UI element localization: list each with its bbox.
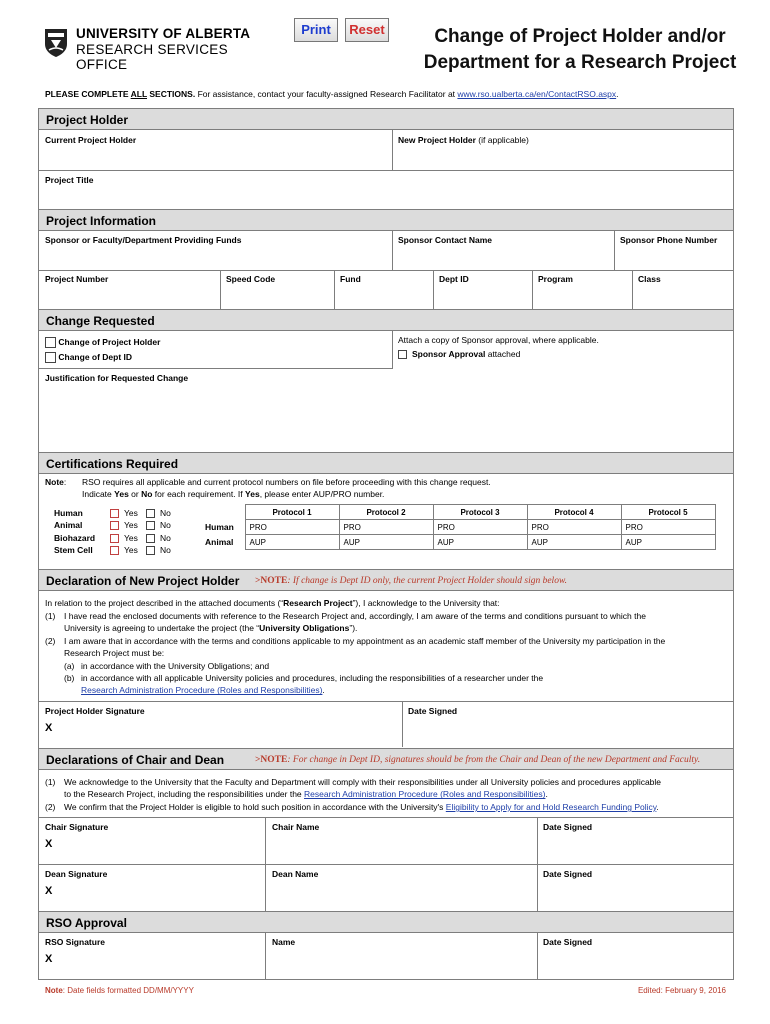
attached-label: attached xyxy=(485,349,521,359)
yes-label: Yes xyxy=(124,533,138,543)
yes-label: Yes xyxy=(124,545,138,555)
sponsor-field[interactable] xyxy=(45,246,390,268)
change-holder-option[interactable] xyxy=(45,337,160,348)
title-line-2: Department for a Research Project xyxy=(423,52,737,73)
chair-item2-line xyxy=(64,801,659,813)
human-yes-checkbox[interactable] xyxy=(110,509,119,518)
protocol-table xyxy=(201,504,716,550)
project-title-label: Project Title xyxy=(45,175,94,185)
no-label: No xyxy=(160,545,171,555)
intro-bold: Research Project xyxy=(283,598,353,608)
holder-date-field[interactable] xyxy=(408,718,732,744)
project-title-field[interactable] xyxy=(45,186,732,208)
fund-label: Fund xyxy=(340,274,361,284)
reset-button[interactable]: Reset xyxy=(345,18,389,42)
cert-note-part-d: , please enter AUP/PRO number. xyxy=(259,489,385,499)
declaration-new-heading: Declaration of New Project Holder xyxy=(46,574,240,588)
no-label: No xyxy=(160,520,171,530)
protocol-corner xyxy=(201,505,245,520)
contact-rso-link[interactable]: www.rso.ualberta.ca/en/ContactRSO.aspx xyxy=(457,89,617,99)
new-holder-label xyxy=(398,135,529,145)
section-project-holder: Project Holder xyxy=(38,108,734,130)
project-number-label: Project Number xyxy=(45,274,109,284)
animal-yes-checkbox[interactable] xyxy=(110,521,119,530)
new-holder-hint: (if applicable) xyxy=(475,135,529,145)
fund-field[interactable] xyxy=(340,285,431,307)
change-holder-checkbox[interactable] xyxy=(45,337,56,348)
item2-line2: Research Project must be: xyxy=(64,648,165,659)
new-holder-label-text: New Project Holder xyxy=(398,135,476,145)
chair-date-field[interactable] xyxy=(543,834,732,862)
footer-edited-date: Edited: February 9, 2016 xyxy=(637,986,726,995)
item-number: (1) xyxy=(45,611,56,621)
sponsor-label: Sponsor or Faculty/Department Providing Funds xyxy=(45,235,242,245)
sponsor-phone-field[interactable] xyxy=(620,246,732,268)
intro-a: In relation to the project described in the attached documents (“ xyxy=(45,598,284,608)
dean-date-label: Date Signed xyxy=(543,869,593,879)
protocol-col-3: Protocol 3 xyxy=(433,505,527,520)
pro-field-3[interactable]: PRO xyxy=(433,520,527,535)
speed-code-field[interactable] xyxy=(226,285,332,307)
requirement-name: Stem Cell xyxy=(54,545,93,555)
change-dept-checkbox[interactable] xyxy=(45,352,56,363)
row-label-human: Human xyxy=(205,522,234,532)
chair-signature-x: X xyxy=(45,838,53,850)
chair-item1-line1: We acknowledge to the University that the Faculty and Department will comply with their responsibilities under all University policies and procedures applicable xyxy=(64,777,662,787)
note-key: NOTE xyxy=(260,755,288,765)
current-holder-field[interactable] xyxy=(45,146,390,169)
chair-signature-field[interactable] xyxy=(58,834,262,862)
item-number: (2) xyxy=(45,636,56,646)
cert-note-key: Note xyxy=(45,477,64,487)
new-holder-field[interactable] xyxy=(398,146,732,169)
item1-line2-c: ”). xyxy=(349,623,358,634)
note-key: NOTE xyxy=(260,576,288,586)
aup-field-5[interactable]: AUP xyxy=(621,535,715,550)
chair-item1-end: . xyxy=(545,789,548,800)
sub-number: (b) xyxy=(64,673,75,683)
row-label-animal: Animal xyxy=(205,537,234,547)
requirement-stem-cell xyxy=(54,545,194,557)
instructions-text: For assistance, contact your faculty-assigned Research Facilitator at xyxy=(195,89,458,99)
dean-signature-field[interactable] xyxy=(58,881,262,909)
aup-field-2[interactable]: AUP xyxy=(339,535,433,550)
chair-name-label: Chair Name xyxy=(272,822,320,832)
cert-note-part-a: Indicate xyxy=(82,489,115,499)
pro-field-2[interactable]: PRO xyxy=(339,520,433,535)
item2-line1: I am aware that in accordance with the terms and conditions applicable to my appointment as an academic staff member of the University my participation in the xyxy=(64,636,666,646)
declaration-new-sub-b xyxy=(64,672,724,698)
sponsor-approval-option[interactable] xyxy=(398,349,520,359)
chair-date-label: Date Signed xyxy=(543,822,593,832)
cert-note-label xyxy=(45,477,66,487)
requirement-name: Biohazard xyxy=(54,533,96,543)
instructions-end: . xyxy=(616,89,619,99)
yes-label: Yes xyxy=(124,520,138,530)
declaration-new-item-2 xyxy=(45,635,735,661)
org-name-line1: UNIVERSITY OF ALBERTA xyxy=(76,26,251,41)
sponsor-contact-label: Sponsor Contact Name xyxy=(398,235,492,245)
chair-item1-text: to the Research Project, including the responsibilities under the xyxy=(64,789,305,800)
rso-signature-x: X xyxy=(45,953,53,965)
requirement-human xyxy=(54,508,194,520)
item1-line2 xyxy=(64,622,357,634)
protocol-header-row xyxy=(201,505,715,520)
declaration-new-note xyxy=(255,576,567,586)
footer-note-key: Note xyxy=(45,986,63,995)
chair-item2-end: . xyxy=(656,802,659,812)
dept-id-field[interactable] xyxy=(439,285,530,307)
protocol-row-animal xyxy=(201,535,715,550)
change-dept-label: Change of Dept ID xyxy=(58,352,133,362)
section-certifications: Certifications Required xyxy=(38,452,734,474)
declaration-chair-note xyxy=(255,755,700,765)
project-number-field[interactable] xyxy=(45,285,217,307)
roles-responsibilities-link-2[interactable]: Research Administration Procedure (Roles and Responsibilities) xyxy=(304,789,546,800)
requirement-biohazard xyxy=(54,533,194,545)
holder-signature-field[interactable] xyxy=(58,718,398,744)
item1-line1: I have read the enclosed documents with reference to the Research Project and, accordingly, I am aware of the terms and conditions pursuant to which the xyxy=(64,611,646,621)
rso-date-label: Date Signed xyxy=(543,937,593,947)
rso-signature-field[interactable] xyxy=(58,949,262,977)
cert-note-yes-2: Yes xyxy=(245,489,260,499)
section-change-requested: Change Requested xyxy=(38,309,734,331)
intro-c: ”), I acknowledge to the University that: xyxy=(352,598,500,608)
sub-a-text: in accordance with the University Obligations; and xyxy=(81,661,270,671)
requirement-animal xyxy=(54,520,194,532)
cert-note-line1: RSO requires all applicable and current protocol numbers on file before proceeding with this change request. xyxy=(82,477,491,487)
justification-field[interactable] xyxy=(45,384,732,450)
rso-signature-label: RSO Signature xyxy=(45,937,105,947)
animal-no-option[interactable] xyxy=(146,520,171,530)
protocol-col-1: Protocol 1 xyxy=(245,505,339,520)
instructions xyxy=(45,89,735,99)
speed-code-label: Speed Code xyxy=(226,274,276,284)
declaration-chair-heading: Declarations of Chair and Dean xyxy=(46,753,225,767)
item1-bold: University Obligations xyxy=(259,623,350,634)
class-label: Class xyxy=(638,274,661,284)
holder-signature-x: X xyxy=(45,722,53,734)
protocol-col-5: Protocol 5 xyxy=(621,505,715,520)
cert-note-yes: Yes xyxy=(114,489,129,499)
cert-note-colon: : xyxy=(63,477,67,487)
declaration-new-intro xyxy=(45,597,735,609)
chair-item2-text: We confirm that the Project Holder is eligible to hold such position in accordance with the University's xyxy=(64,802,446,812)
cert-note-part-b: or xyxy=(128,489,142,499)
program-label: Program xyxy=(538,274,573,284)
chair-name-field[interactable] xyxy=(272,834,534,862)
rso-date-field[interactable] xyxy=(543,949,732,977)
dean-signature-x: X xyxy=(45,885,53,897)
item-number: (2) xyxy=(45,802,56,812)
aup-field-1[interactable]: AUP xyxy=(245,535,339,550)
cert-note-part-c: for each requirement. If xyxy=(152,489,246,499)
note-text: : For change in Dept ID, signatures should be from the Chair and Dean of the new Department and Faculty. xyxy=(287,755,701,765)
shield-crest-icon xyxy=(44,28,68,58)
stem-cell-yes-option[interactable] xyxy=(110,545,138,555)
animal-yes-option[interactable] xyxy=(110,520,138,530)
sponsor-phone-label: Sponsor Phone Number xyxy=(620,235,718,245)
sponsor-approval-checkbox[interactable] xyxy=(398,350,407,359)
biohazard-yes-option[interactable] xyxy=(110,533,138,543)
dean-name-label: Dean Name xyxy=(272,869,319,879)
sub-b-line2 xyxy=(81,684,325,696)
dean-name-field[interactable] xyxy=(272,881,534,909)
aup-field-3[interactable]: AUP xyxy=(433,535,527,550)
dean-date-field[interactable] xyxy=(543,881,732,909)
note-text: : If change is Dept ID only, the current Project Holder should sign below. xyxy=(287,576,567,586)
instructions-all: ALL xyxy=(130,89,148,99)
attach-note: Attach a copy of Sponsor approval, where applicable. xyxy=(398,335,599,345)
item1-line2-a: University is agreeing to undertake the project (the “ xyxy=(64,623,260,634)
no-label: No xyxy=(160,508,171,518)
rso-name-label: Name xyxy=(272,937,296,947)
stem-cell-no-option[interactable] xyxy=(146,545,171,555)
sub-b-text: in accordance with all applicable University policies and procedures, including the responsibilities of a researcher under the xyxy=(81,673,544,683)
sub-number: (a) xyxy=(64,661,75,671)
org-name-line2: RESEARCH SERVICES OFFICE xyxy=(76,42,228,72)
aup-field-4[interactable]: AUP xyxy=(527,535,621,550)
animal-no-checkbox[interactable] xyxy=(146,521,155,530)
holder-signature-label: Project Holder Signature xyxy=(45,706,145,716)
protocol-col-4: Protocol 4 xyxy=(527,505,621,520)
chair-signature-label: Chair Signature xyxy=(45,822,109,832)
instructions-lead: PLEASE COMPLETE xyxy=(45,89,131,99)
instructions-lead-end: SECTIONS. xyxy=(147,89,196,99)
declaration-chair-item-1 xyxy=(45,776,735,802)
section-project-information: Project Information xyxy=(38,209,734,231)
pro-field-5[interactable]: PRO xyxy=(621,520,715,535)
stem-cell-no-checkbox[interactable] xyxy=(146,546,155,555)
cert-note-line2 xyxy=(82,489,384,499)
human-no-option[interactable] xyxy=(146,508,171,518)
note-arrow: > xyxy=(255,755,261,765)
footer-date-note xyxy=(45,986,194,995)
stem-cell-yes-checkbox[interactable] xyxy=(110,546,119,555)
note-arrow: > xyxy=(255,576,261,586)
dean-signature-label: Dean Signature xyxy=(45,869,108,879)
chair-item1-line2 xyxy=(64,788,548,800)
item-number: (1) xyxy=(45,777,56,787)
university-logo xyxy=(44,26,269,72)
biohazard-no-option[interactable] xyxy=(146,533,171,543)
rso-name-field[interactable] xyxy=(272,949,534,977)
pro-field-1[interactable]: PRO xyxy=(245,520,339,535)
eligibility-policy-link[interactable]: Eligibility to Apply for and Hold Research Funding Policy xyxy=(445,802,657,812)
yes-label: Yes xyxy=(124,508,138,518)
justification-label: Justification for Requested Change xyxy=(45,373,189,383)
dept-id-label: Dept ID xyxy=(439,274,469,284)
section-rso-approval: RSO Approval xyxy=(38,911,734,933)
sub-b-end: . xyxy=(322,685,325,696)
cert-note-no: No xyxy=(141,489,153,499)
no-label: No xyxy=(160,533,171,543)
human-yes-option[interactable] xyxy=(110,508,138,518)
protocol-row-human xyxy=(201,520,715,535)
current-holder-label: Current Project Holder xyxy=(45,135,137,145)
protocol-col-2: Protocol 2 xyxy=(339,505,433,520)
class-field[interactable] xyxy=(638,285,732,307)
footer-note-text: : Date fields formatted DD/MM/YYYY xyxy=(62,986,194,995)
requirement-name: Animal xyxy=(54,520,83,530)
requirement-name: Human xyxy=(54,508,83,518)
declaration-new-item-1 xyxy=(45,610,735,636)
sponsor-approval-label: Sponsor Approval xyxy=(412,349,486,359)
roles-responsibilities-link[interactable]: Research Administration Procedure (Roles and Responsibilities) xyxy=(81,685,323,696)
biohazard-yes-checkbox[interactable] xyxy=(110,534,119,543)
print-button[interactable]: Print xyxy=(294,18,338,42)
human-no-checkbox[interactable] xyxy=(146,509,155,518)
holder-date-label: Date Signed xyxy=(408,706,458,716)
biohazard-no-checkbox[interactable] xyxy=(146,534,155,543)
pro-field-4[interactable]: PRO xyxy=(527,520,621,535)
sponsor-contact-field[interactable] xyxy=(398,246,612,268)
change-dept-option[interactable] xyxy=(45,352,132,363)
program-field[interactable] xyxy=(538,285,630,307)
document-title xyxy=(400,24,760,76)
title-line-1: Change of Project Holder and/or xyxy=(434,26,726,47)
change-holder-label: Change of Project Holder xyxy=(58,337,161,347)
